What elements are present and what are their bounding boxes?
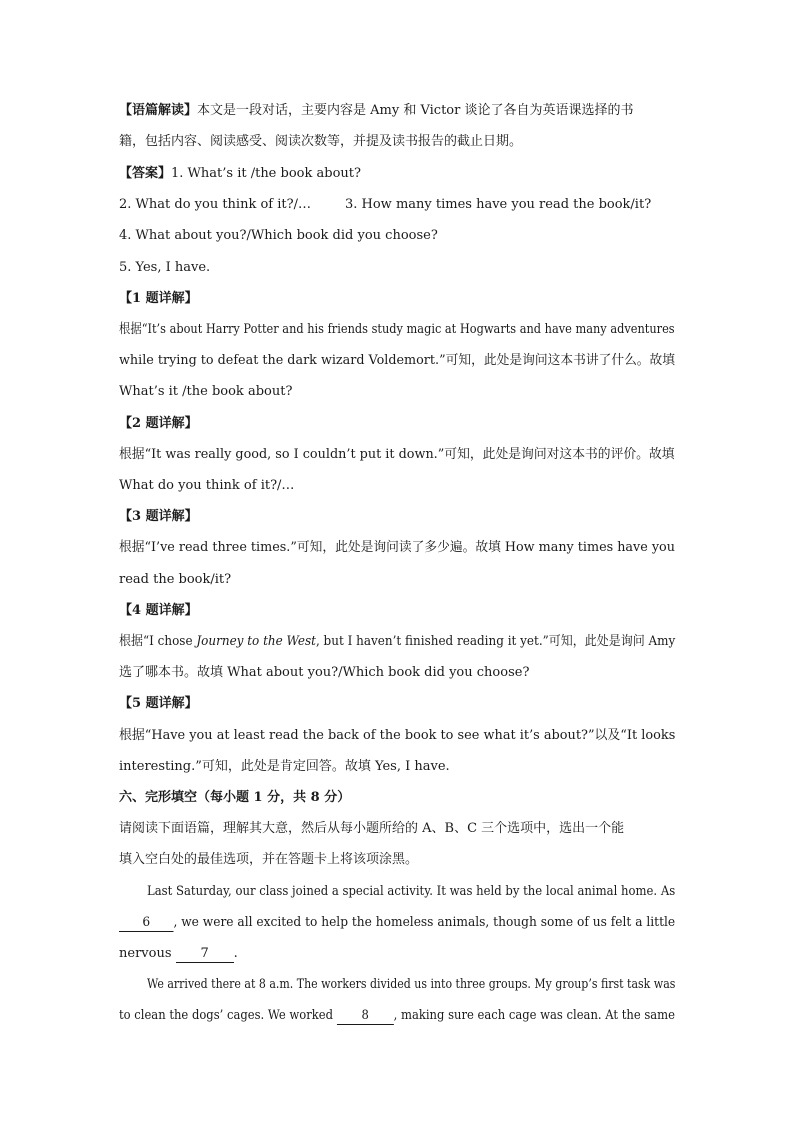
answers-line-1 bbox=[119, 164, 361, 184]
section-6-title: 六、完形填空（每小题 1 分，共 8 分） bbox=[119, 790, 351, 805]
q3-line-2: read the book/it? bbox=[119, 572, 232, 587]
q1-heading: 【1 题详解】 bbox=[119, 291, 198, 306]
passage-p1-line-2 bbox=[119, 913, 675, 933]
answers-label: 【答案】 bbox=[119, 166, 172, 181]
section-6-instruction-2: 填入空白处的最佳选项，并在答题卡上将该项涂黑。 bbox=[119, 852, 419, 867]
passage-p2-line-2-post: , making sure each cage was clean. At the same bbox=[393, 1008, 675, 1023]
passage-p1-line-1: Last Saturday, our class joined a special activity. It was held by the local animal home. As bbox=[147, 884, 676, 899]
q4-line-1 bbox=[119, 632, 675, 652]
reading-analysis-label: 【语篇解读】 bbox=[119, 103, 198, 118]
answers-line-2 bbox=[119, 195, 651, 215]
q3-heading: 【3 题详解】 bbox=[119, 509, 198, 524]
q3-line-1: 根据“I’ve read three times.”可知，此处是询问读了多少遍。故填 How many times have you bbox=[119, 540, 675, 555]
q4-line-1-pre: 根据“I chose bbox=[119, 634, 197, 649]
blank-7: 7 bbox=[176, 946, 234, 963]
q2-line-2: What do you think of it?/… bbox=[119, 478, 295, 493]
q1-line-2: while trying to defeat the dark wizard Voldemort.”可知，此处是询问这本书讲了什么。故填 bbox=[119, 353, 676, 368]
reading-analysis-text-1: 本文是一段对话，主要内容是 Amy 和 Victor 谈论了各自为英语课选择的书 bbox=[197, 103, 634, 118]
blank-6: 6 bbox=[119, 915, 173, 932]
q2-line-1: 根据“It was really good, so I couldn’t put it down.”可知，此处是询问对这本书的评价。故填 bbox=[119, 447, 675, 462]
q1-line-1: 根据“It’s about Harry Potter and his friends study magic at Hogwarts and have many adventures bbox=[119, 322, 675, 337]
q5-line-2: interesting.”可知，此处是肯定回答。故填 Yes, I have. bbox=[119, 759, 450, 774]
passage-p1-line-2-text: , we were all excited to help the homeless animals, though some of us felt a little bbox=[173, 915, 676, 930]
passage-p2-line-2 bbox=[119, 1006, 675, 1026]
q4-line-2: 选了哪本书。故填 What about you?/Which book did you choose? bbox=[119, 665, 530, 680]
answer-2: 2. What do you think of it?/… bbox=[119, 197, 311, 212]
answer-1: 1. What’s it /the book about? bbox=[171, 166, 361, 181]
passage-p1-line-3-post: . bbox=[233, 946, 238, 961]
passage-p2-line-2-pre: to clean the dogs’ cages. We worked bbox=[119, 1008, 337, 1023]
q4-heading: 【4 题详解】 bbox=[119, 603, 198, 618]
reading-analysis-line-1 bbox=[119, 101, 633, 121]
answer-4: 4. What about you?/Which book did you choose? bbox=[119, 228, 438, 243]
q5-heading: 【5 题详解】 bbox=[119, 696, 198, 711]
answer-5: 5. Yes, I have. bbox=[119, 260, 211, 275]
passage-p1-line-3-pre: nervous bbox=[119, 946, 176, 961]
passage-p2-line-1: We arrived there at 8 a.m. The workers divided us into three groups. My group’s first task was bbox=[147, 977, 676, 992]
q5-line-1: 根据“Have you at least read the back of the book to see what it’s about?”以及“It looks bbox=[119, 728, 676, 743]
q4-line-1-post: , but I haven’t finished reading it yet.”可知，此处是询问 Amy bbox=[315, 634, 676, 649]
reading-analysis-line-2: 籍，包括内容、阅读感受、阅读次数等，并提及读书报告的截止日期。 bbox=[119, 134, 523, 149]
q1-line-3: What’s it /the book about? bbox=[119, 384, 293, 399]
answer-3: 3. How many times have you read the book/it? bbox=[344, 197, 652, 212]
passage-p1-line-3 bbox=[119, 944, 238, 964]
q2-heading: 【2 题详解】 bbox=[119, 416, 198, 431]
book-title: Journey to the West bbox=[196, 634, 316, 649]
blank-8: 8 bbox=[337, 1008, 394, 1025]
section-6-instruction-1: 请阅读下面语篇，理解其大意，然后从每小题所给的 A、B、C 三个选项中，选出一个能 bbox=[119, 821, 625, 836]
